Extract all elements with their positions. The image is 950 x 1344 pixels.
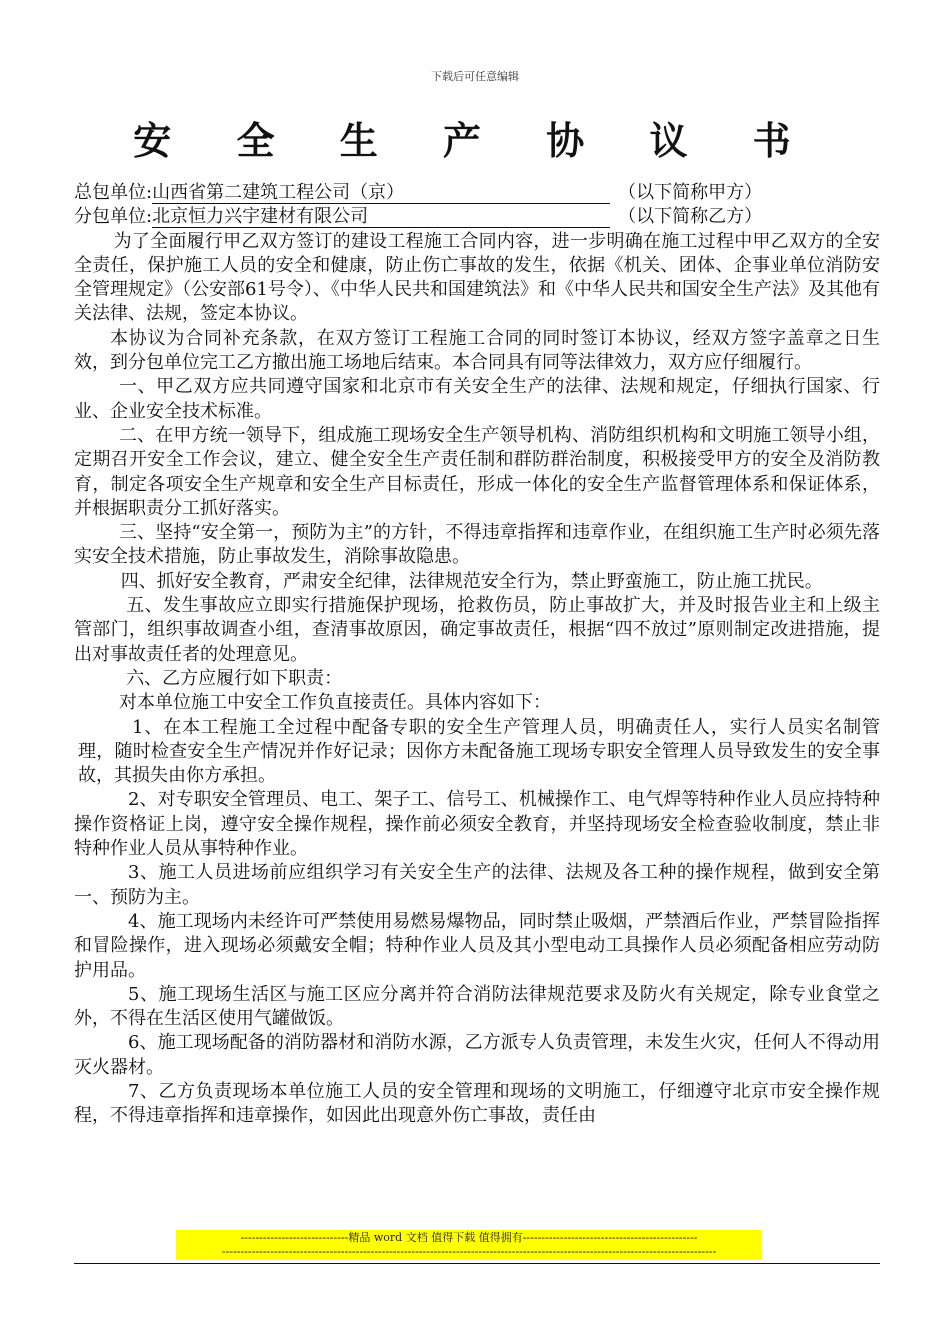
footer-line-1: -----------------------------精品 word 文档 值得下载 值得拥有----------------------------------------------- [240, 1231, 698, 1244]
duty-item-1: 1、在本工程施工全过程中配备专职的安全生产管理人员，明确责任人，实行人员实名制管理，随时检查安全生产情况并作好记录；因你方未配备施工现场专职安全管理人员导致发生的安全事故，其损失由你方承担。 [78, 716, 880, 787]
footer-banner [176, 1230, 762, 1260]
subcontractor-label: 分包单位: [74, 206, 153, 228]
contractor-note: （以下简称甲方） [618, 182, 763, 203]
footer-line-2: ------------------------------------------------------------------------------------------------------------------------------------- [221, 1245, 717, 1258]
duty-item-6: 6、施工现场配备的消防器材和消防水源，乙方派专人负责管理，未发生火灾，任何人不得动用灭火器材。 [74, 1032, 880, 1078]
clause-4: 四、抓好安全教育，严肃安全纪律，法律规范安全行为，禁止野蛮施工，防止施工扰民。 [120, 570, 823, 592]
subcontractor-name: 北京恒力兴宇建材有限公司 [152, 207, 610, 228]
clause-1: 一、甲乙双方应共同遵守国家和北京市有关安全生产的法律、法规和规定，仔细执行国家、行业、企业安全技术标准。 [74, 376, 880, 422]
document-body [74, 181, 880, 1129]
contractor-row [74, 181, 880, 205]
clause-2: 二、在甲方统一领导下，组成施工现场安全生产领导机构、消防组织机构和文明施工领导小组，定期召开安全工作会议，建立、健全安全生产责任制和群防群治制度，积极接受甲方的安全及消防教育，制定各项安全生产规章和安全生产目标责任，形成一体化的安全生产监督管理体系和保证体系，并根据职责分工抓好落实。 [74, 424, 880, 519]
header-note: 下载后可任意编辑 [431, 70, 519, 83]
subcontractor-row [74, 205, 880, 229]
paragraph-purpose: 为了全面履行甲乙双方签订的建设工程施工合同内容，进一步明确在施工过程中甲乙双方的全安全责任，保护施工人员的安全和健康，防止伤亡事故的发生，依据《机关、团体、企事业单位消防安全管理规定》（公安部61号令）、《中华人民共和国建筑法》和《中华人民共和国安全生产法》及其他有关法律、法规，签定本协议。 [74, 230, 880, 325]
duty-item-2: 2、对专职安全管理员、电工、架子工、信号工、机械操作工、电气焊等特种作业人员应持特种操作资格证上岗，遵守安全操作规程，操作前必须安全教育，并坚持现场安全检查验收制度，禁止非特种作业人员从事特种作业。 [74, 789, 880, 860]
clause-5: 五、发生事故应立即实行措施保护现场，抢救伤员，防止事故扩大，并及时报告业主和上级主管部门，组织事故调查小组，查清事故原因，确定事故责任，根据“四不放过”原则制定改进措施，提出对事故责任者的处理意见。 [74, 595, 880, 665]
clause-6: 六、乙方应履行如下职责： [126, 667, 343, 689]
duty-item-5: 5、施工现场生活区与施工区应分离并符合消防法律规范要求及防火有关规定，除专业食堂之外，不得在生活区使用气罐做饭。 [74, 983, 880, 1030]
document-title: 安 全 生 产 协 议 书 [133, 118, 817, 163]
paragraph-effect: 本协议为合同补充条款，在双方签订工程施工合同的同时签订本协议，经双方签字盖章之日生效，到分包单位完工乙方撤出施工场地后结束。本合同具有同等法律效力，双方应仔细履行。 [74, 327, 880, 374]
duty-item-3: 3、施工人员进场前应组织学习有关安全生产的法律、法规及各工种的操作规程，做到安全第一、预防为主。 [74, 862, 880, 908]
duty-item-7: 7、乙方负责现场本单位施工人员的安全管理和现场的文明施工，仔细遵守北京市安全操作规程，不得违章指挥和违章操作，如因此出现意外伤亡事故，责任由 [74, 1080, 880, 1127]
footer-rule [74, 1263, 880, 1264]
contractor-label: 总包单位: [74, 182, 153, 203]
duty-intro: 对本单位施工中安全工作负直接责任。具体内容如下： [119, 692, 551, 714]
contractor-name: 山西省第二建筑工程公司（京） [152, 183, 610, 204]
clause-3: 三、坚持“安全第一，预防为主”的方针，不得违章指挥和违章作业，在组织施工生产时必须先落实安全技术措施，防止事故发生，消除事故隐患。 [74, 522, 880, 568]
subcontractor-note: （以下简称乙方） [618, 206, 763, 228]
duty-item-4: 4、施工现场内未经许可严禁使用易燃易爆物品，同时禁止吸烟，严禁酒后作业，严禁冒险指挥和冒险操作，进入现场必须戴安全帽；特种作业人员及其小型电动工具操作人员必须配备相应劳动防护用品。 [74, 910, 880, 981]
